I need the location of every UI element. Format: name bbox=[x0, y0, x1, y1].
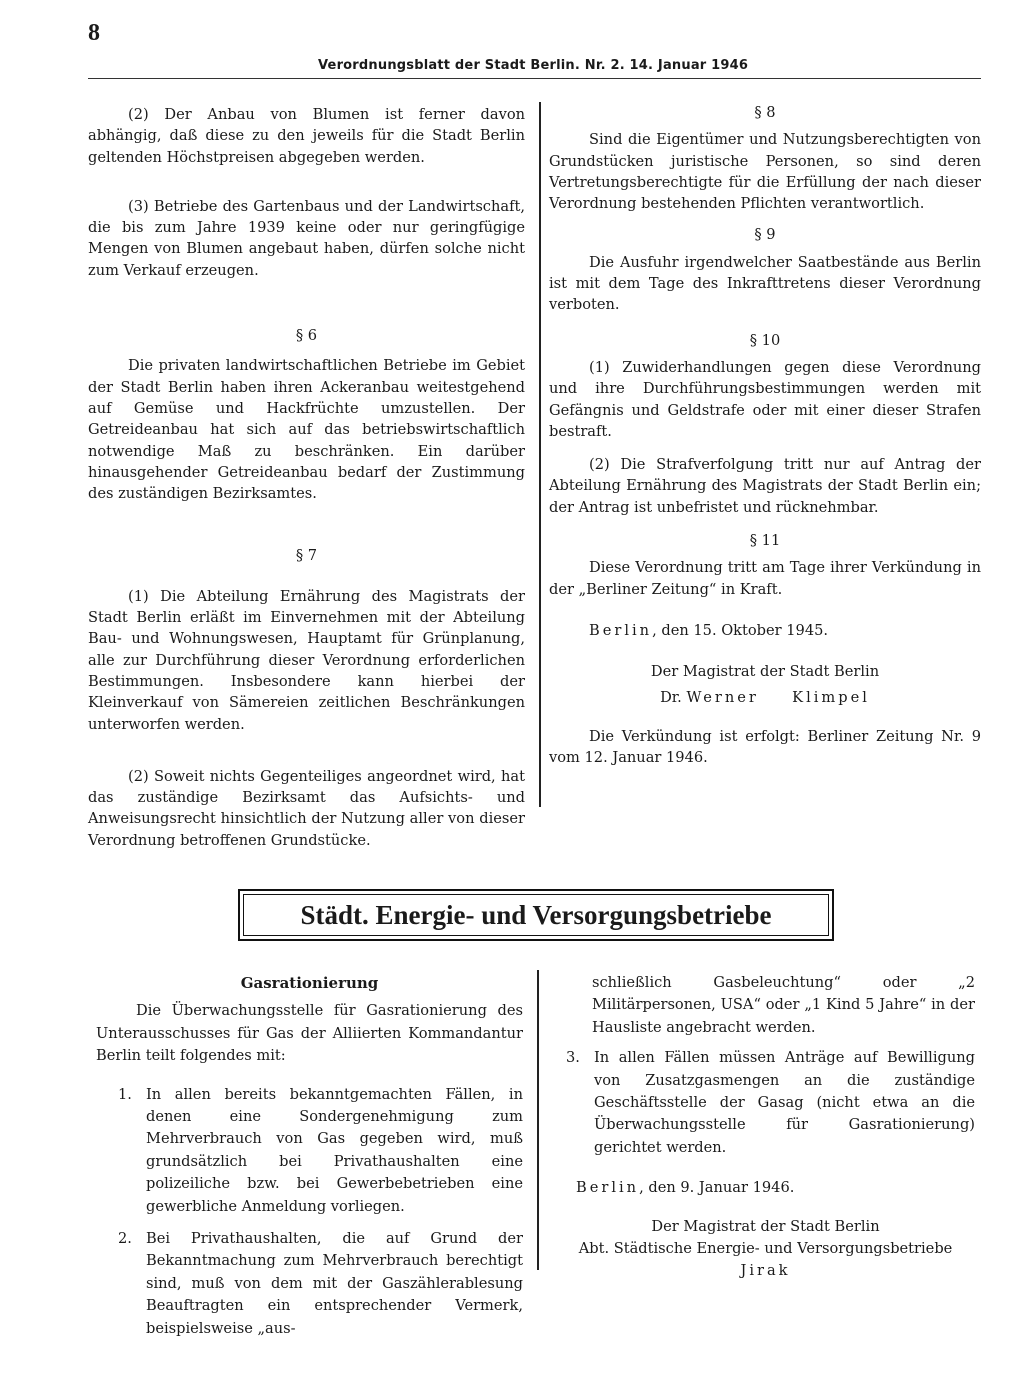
list-item-1 bbox=[96, 1084, 523, 1218]
publication-header: Verordnungsblatt der Stadt Berlin. Nr. 2. 14. Januar 1946 bbox=[318, 58, 749, 73]
section-11-heading: § 11 bbox=[749, 532, 781, 550]
section-7-paragraph-1: (1) Die Abteilung Ernährung des Magistrats der Stadt Berlin erläßt im Einvernehmen mit der Abteilung Bau- und Wohnungswesen, Hauptamt für Grünplanung, alle zur Durchführung dieser Verordnung erforderlichen Bestimmungen. Insbesondere kann hierbei der Kleinverkauf von Sämereien zeitlichen Beschränkungen unterworfen werden. bbox=[88, 587, 525, 733]
list-item-1-text: In allen bereits bekanntgemachten Fällen, in denen eine Sondergenehmigung zum Mehrverbrauch von Gas gegeben wird, muß grundsätzlich bei Privathaushalten eine polizeiliche bzw. bei Gewerbebetrieben eine gewerbliche Anmeldung vorliegen. bbox=[146, 1085, 523, 1215]
list-item-3-text: In allen Fällen müssen Anträge auf Bewilligung von Zusatzgasmengen an die zuständige Geschäftsstelle der Gasag (nicht etwa an die Überwachungsstelle für Gasrationierung) gerichtet werden. bbox=[594, 1049, 975, 1156]
gasrationierung-heading: Gasrationierung bbox=[240, 974, 379, 992]
section-10-paragraph-1: (1) Zuwiderhandlungen gegen diese Verordnung und ihre Durchführungsbestimmungen werden mit Gefängnis und Geldstrafe oder mit einer dieser Strafen bestraft. bbox=[549, 358, 981, 440]
page-number: 8 bbox=[88, 20, 100, 46]
right-column bbox=[549, 102, 981, 768]
section-10-heading: § 10 bbox=[749, 331, 781, 349]
paragraph-5-3: (3) Betriebe des Gartenbaus und der Landwirtschaft, die bis zum Jahre 1939 keine oder nur geringfügige Mengen von Blumen angebaut haben, dürfen solche nicht zum Verkauf erzeugen. bbox=[88, 197, 525, 279]
decree-signatory bbox=[549, 687, 981, 708]
section-9-heading: § 9 bbox=[754, 226, 776, 244]
section-9-text: Die Ausfuhr irgendwelcher Saatbestände aus Berlin ist mit dem Tage des Inkrafttretens dieser Verordnung verboten. bbox=[549, 253, 981, 314]
notice-authority: Der Magistrat der Stadt Berlin bbox=[651, 1217, 880, 1235]
list-item-2-text: Bei Privathaushalten, die auf Grund der Bekanntmachung zum Mehrverbrauch berechtigt sind, muß von dem mit der Gaszählerablesung Beauftragten ein entsprechender Vermerk, beispielsweise „aus- bbox=[146, 1230, 523, 1337]
section-8-text: Sind die Eigentümer und Nutzungsberechtigten von Grundstücken juristische Personen, so sind deren Vertretungsberechtigte für die Erfüllung der nach dieser Verordnung bestehenden Pflichten verantwortlich. bbox=[549, 131, 981, 213]
section-11-text: Diese Verordnung tritt am Tage ihrer Verkündung in der „Berliner Zeitung“ in Kraft. bbox=[549, 559, 981, 598]
notice-date-place: Berlin bbox=[576, 1179, 640, 1197]
section-7-heading: § 7 bbox=[295, 547, 318, 565]
list-item-2-continuation: schließlich Gasbeleuchtung“ oder „2 Militärpersonen, USA“ oder „1 Kind 5 Jahre“ in der Hausliste angebracht werden. bbox=[592, 974, 975, 1036]
header-rule bbox=[88, 78, 981, 79]
decree-date-rest: , den 15. Oktober 1945. bbox=[652, 621, 829, 639]
notice-date-rest: , den 9. Januar 1946. bbox=[639, 1179, 795, 1197]
section-6-text: Die privaten landwirtschaftlichen Betriebe im Gebiet der Stadt Berlin haben ihren Ackeranbau weitestgehend auf Gemüse und Hackfrüchte umzustellen. Der Getreideanbau hat sich auf das betriebswirtschaftlich notwendige Maß zu beschränken. Ein darüber hinausgehender Getreideanbau bedarf der Zustimmung des zuständigen Bezirksamtes. bbox=[88, 357, 525, 503]
section-7-paragraph-2: (2) Soweit nichts Gegenteiliges angeordnet wird, hat das zuständige Bezirksamt das Aufsichts- und Anweisungsrecht hinsichtlich der Nutzung aller von dieser Verordnung betroffenen Grundstücke. bbox=[88, 767, 525, 849]
decree-date bbox=[549, 620, 981, 641]
section-title: Städt. Energie- und Versorgungsbetriebe bbox=[300, 900, 772, 930]
section-10-paragraph-2: (2) Die Strafverfolgung tritt nur auf Antrag der Abteilung Ernährung des Magistrats der Stadt Berlin ein; der Antrag ist unbefristet und rücknehmbar. bbox=[549, 456, 981, 516]
list-item-2 bbox=[96, 1228, 523, 1340]
list-item-3-number: 3. bbox=[566, 1049, 580, 1067]
list-item-3 bbox=[556, 1047, 975, 1159]
notice-date bbox=[556, 1177, 975, 1199]
signatory-last-name: Klimpel bbox=[792, 688, 870, 706]
list-item-1-number: 1. bbox=[118, 1085, 132, 1103]
column-divider-top bbox=[539, 102, 541, 807]
section-6-heading: § 6 bbox=[295, 327, 318, 345]
left-column bbox=[88, 104, 525, 851]
column-divider-bottom bbox=[537, 970, 539, 1270]
signatory-first-name: Werner bbox=[686, 688, 759, 706]
paragraph-5-2: (2) Der Anbau von Blumen ist ferner davon abhängig, daß diese zu den jeweils für die Stadt Berlin geltenden Höchstpreisen abgegeben werden. bbox=[88, 106, 525, 166]
section-8-heading: § 8 bbox=[754, 104, 776, 121]
promulgation-note: Die Verkündung ist erfolgt: Berliner Zeitung Nr. 9 vom 12. Januar 1946. bbox=[549, 727, 981, 767]
notice-signatory: Jirak bbox=[740, 1262, 791, 1280]
decree-date-place: Berlin bbox=[589, 621, 653, 639]
signatory-title: Dr. bbox=[660, 688, 682, 706]
decree-authority: Der Magistrat der Stadt Berlin bbox=[650, 663, 880, 681]
notice-department: Abt. Städtische Energie- und Versorgungsbetriebe bbox=[578, 1240, 953, 1258]
gasrationierung-intro: Die Überwachungsstelle für Gasrationierung des Unterausschusses für Gas der Alliierten Kommandantur Berlin teilt folgendes mit: bbox=[96, 1002, 523, 1065]
bottom-right-column bbox=[556, 972, 975, 1283]
list-item-2-number: 2. bbox=[118, 1230, 132, 1248]
bottom-left-column bbox=[96, 972, 523, 1340]
